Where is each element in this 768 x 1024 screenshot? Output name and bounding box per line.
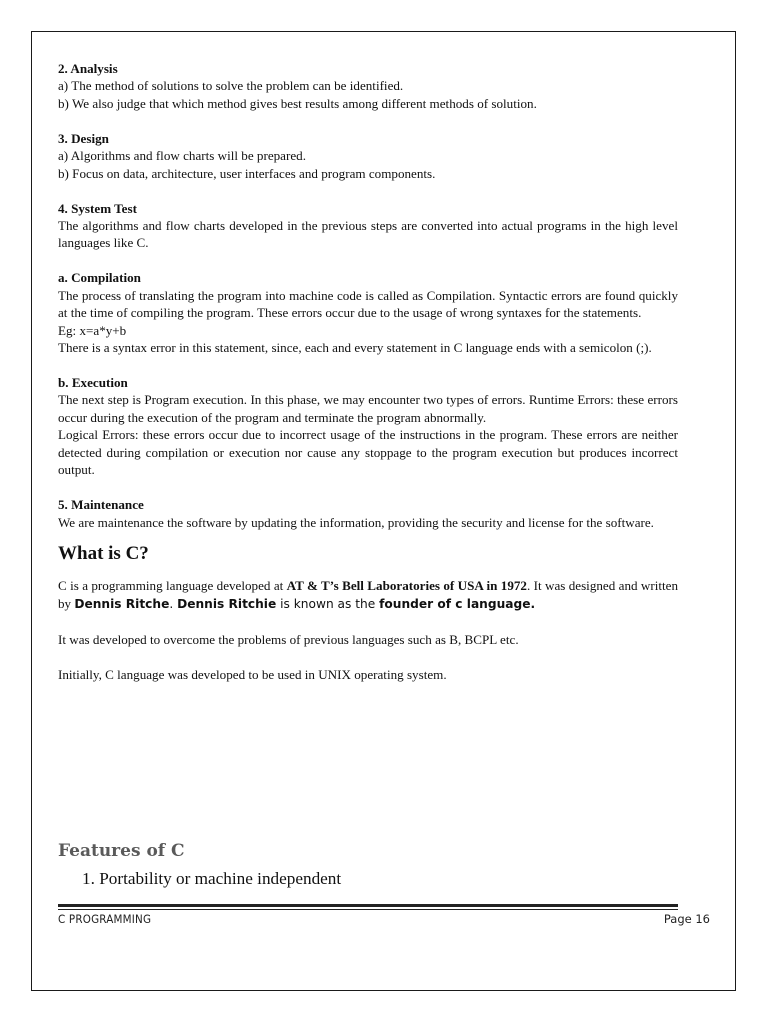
code-example: Eg: x=a*y+b — [58, 322, 127, 338]
features-list-item: 1. Portability or machine independent — [82, 869, 342, 888]
what-is-c-heading: What is C? — [58, 542, 149, 564]
section-compilation — [58, 269, 678, 356]
section-system-test — [58, 200, 678, 252]
bold-text: Dennis Ritchie — [177, 596, 277, 611]
section-maintenance — [58, 496, 678, 531]
bold-text: founder of c language. — [379, 596, 536, 611]
paragraph: We are maintenance the software by updating the information, providing the security and license for the software. — [58, 514, 654, 530]
paragraph: The next step is Program execution. In this phase, we may encounter two types of errors. Runtime Errors: these errors occur during the execution of the program and terminate the program abnormally. — [58, 392, 678, 425]
text-run: C is a programming language developed at — [58, 578, 287, 594]
footer-divider — [58, 904, 678, 907]
section-design — [58, 130, 678, 182]
bold-text: AT & T’s Bell Laboratories of USA in 1972 — [286, 578, 527, 594]
section-title: 2. Analysis — [58, 61, 118, 76]
footer-title: C PROGRAMMING — [58, 912, 152, 926]
section-title: b. Execution — [58, 375, 128, 391]
text-run: . It was designed and written by — [58, 578, 678, 611]
page-number: Page 16 — [663, 912, 710, 926]
list-item: a) The method of solutions to solve the problem can be identified. — [58, 78, 404, 94]
section-title: 4. System Test — [58, 200, 137, 216]
page-content — [58, 60, 678, 701]
what-is-c-paragraph — [58, 577, 678, 613]
section-title: 3. Design — [58, 130, 109, 146]
section-execution — [58, 374, 678, 478]
list-item: b) Focus on data, architecture, user interfaces and program components. — [58, 165, 436, 181]
list-item: b) We also judge that which method gives best results among different methods of solution. — [58, 95, 537, 111]
paragraph: Initially, C language was developed to be used in UNIX operating system. — [58, 667, 447, 683]
bold-text: Dennis Ritche — [74, 596, 170, 611]
paragraph: The process of translating the program into machine code is called as Compilation. Syntactic errors are found quickly at the time of compiling the program. These errors occur due to the usage of wrong syntaxes for the statements. — [58, 287, 678, 321]
section-analysis — [58, 60, 678, 112]
section-title: a. Compilation — [58, 270, 141, 286]
list-item: a) Algorithms and flow charts will be prepared. — [58, 148, 306, 164]
section-title: 5. Maintenance — [58, 497, 144, 513]
paragraph: There is a syntax error in this statement, since, each and every statement in C language ends with a semicolon (;). — [58, 340, 652, 356]
footer-divider — [58, 909, 678, 910]
text-run: . — [169, 596, 178, 611]
features-heading: Features of C — [58, 841, 185, 861]
paragraph: It was developed to overcome the problems of previous languages such as B, BCPL etc. — [58, 631, 519, 647]
paragraph: Logical Errors: these errors occur due to incorrect usage of the instructions in the program. These errors are neither detected during compilation or execution nor cause any stoppage to the program execution but produces incorrect output. — [58, 427, 678, 478]
text-run: is known as the — [276, 596, 380, 611]
paragraph: The algorithms and flow charts developed in the previous steps are converted into actual programs in the high level languages like C. — [58, 218, 678, 251]
